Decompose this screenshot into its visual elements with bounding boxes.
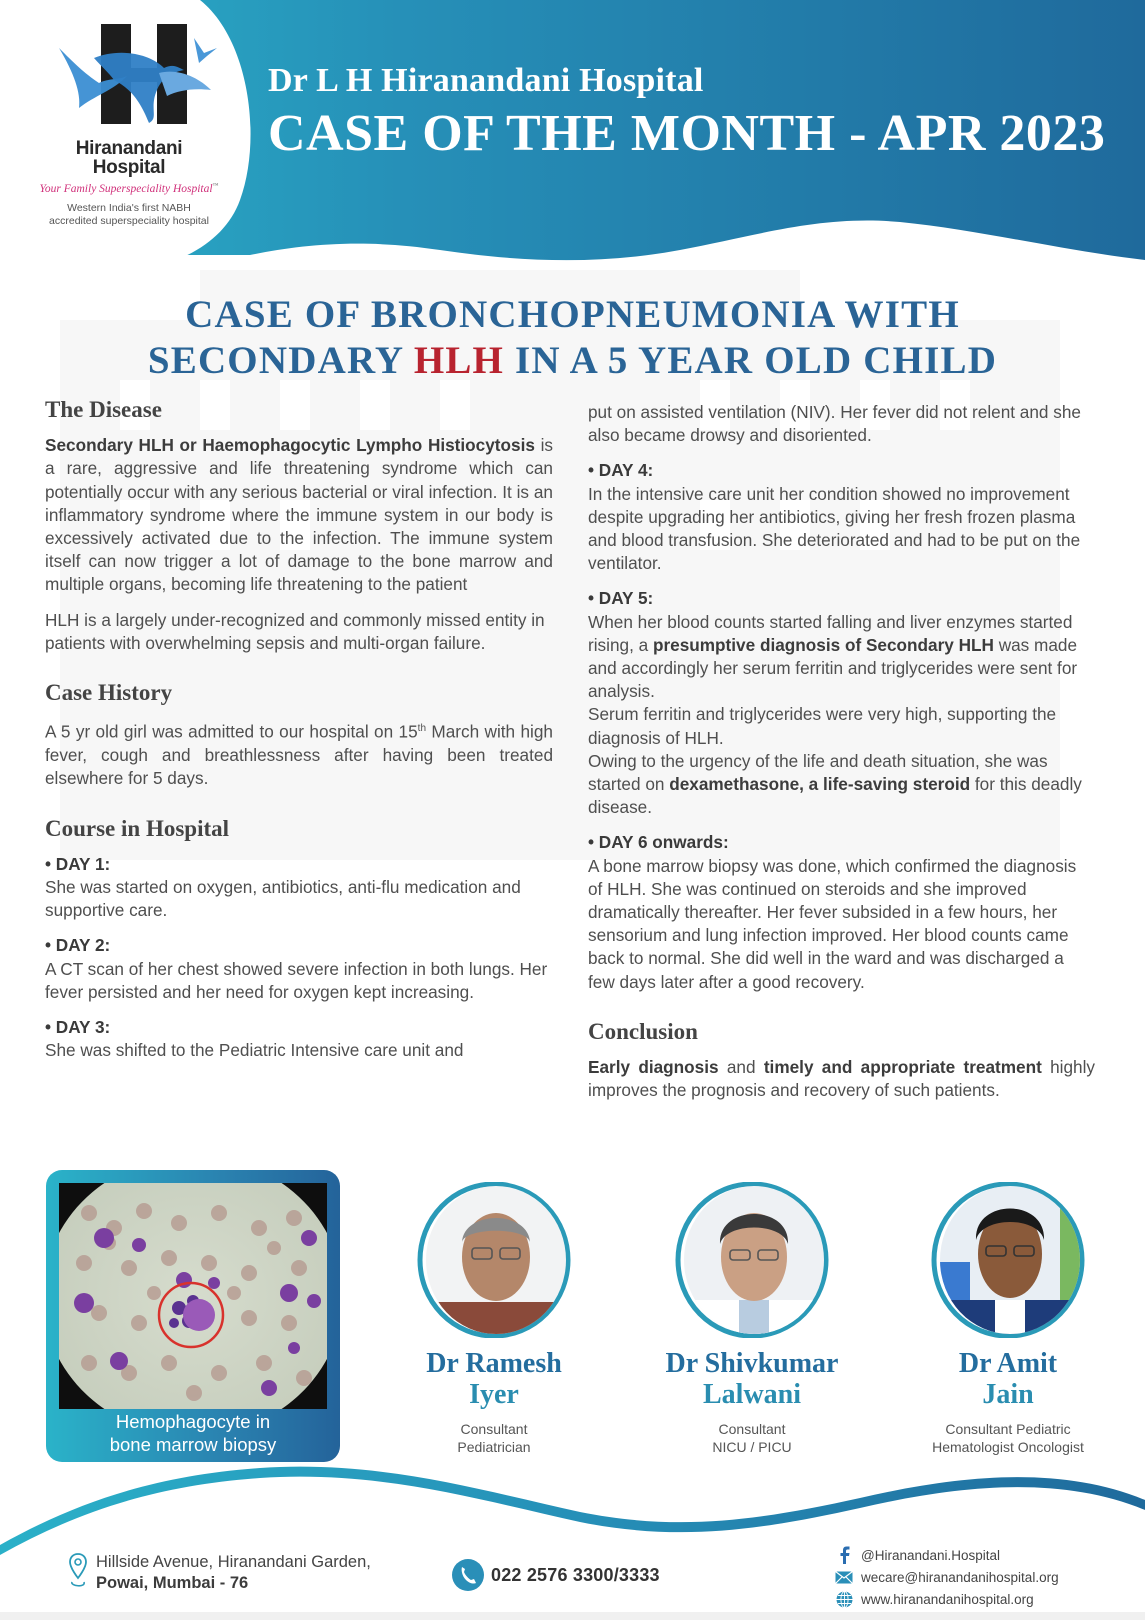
logo-name-line1: Hiranandani [75,138,183,159]
bone-marrow-smear-image [59,1183,327,1409]
left-column [45,398,553,1074]
doctor-name-line1: Dr Ramesh [426,1348,562,1379]
footer-phone[interactable] [451,1558,660,1592]
address-line2: Powai, Mumbai - 76 [96,1574,249,1592]
email-icon [833,1568,855,1586]
doctor-name-line2: Jain [982,1379,1034,1410]
doctor-name [384,1348,604,1410]
nabh-line2: accredited superspeciality hospital [49,215,209,227]
conclusion-bold-a: Early diagnosis [588,1057,719,1078]
case-title-highlight: HLH [413,339,505,382]
doctor-role-line1: Consultant [460,1421,528,1437]
day-6-text: A bone marrow biopsy was done, which confirmed the diagnosis of HLH. She was continued on steroids and she improved dramatically thereafter. Her fever subsided in a few hours, her sensorium and lung infection improved. Her blood counts came back to normal. She did well in the ward and was discharged a few days later after a good recovery. [588,855,1077,992]
doctor-role-line1: Consultant [718,1421,786,1437]
day-1-label: • DAY 1: [45,853,111,874]
doctor-role [898,1420,1118,1456]
day-5-text-1 [588,611,1095,704]
doctor-name-line2: Lalwani [702,1379,802,1410]
doctor-photo-icon [930,1182,1086,1338]
hospital-name: Dr L H Hiranandani Hospital [268,62,704,99]
doctor-role-line2: Hematologist Oncologist [932,1439,1084,1455]
doctor-name-line1: Dr Amit [958,1348,1058,1379]
address-line1: Hillside Avenue, Hiranandani Garden, [96,1553,371,1571]
day-5-bold-b: dexamethasone, a life-saving steroid [669,774,971,795]
case-title-prefix: SECONDARY [147,339,414,382]
day-4-text: In the intensive care unit her condition showed no improvement despite upgrading her antibiotics, giving her fresh frozen plasma and blood transfusion. She deteriorated and had to be put on the ventilator. [588,483,1081,574]
website-url[interactable]: www.hiranandanihospital.org [861,1591,1034,1607]
case-title [0,292,1145,384]
biopsy-image-card [46,1170,340,1462]
day-5-text-d: for this deadly disease. [588,774,1082,818]
day-5-entry [588,587,1095,819]
day-1-entry [45,853,553,923]
doctor-role-line1: Consultant Pediatric [945,1421,1071,1437]
day-5-bold-a: presumptive diagnosis of Secondary HLH [652,634,994,655]
bottom-band [0,1612,1145,1620]
location-pin-icon [68,1552,88,1590]
course-heading: Course in Hospital [45,815,230,841]
day-5-text-2: Serum ferritin and triglycerides were very high, supporting the diagnosis of HLH. [588,704,1057,748]
case-title-line1: CASE OF BRONCHOPNEUMONIA WITH [185,293,960,336]
footer-social-links [833,1544,1059,1610]
doctor-name [642,1348,862,1410]
day-5-text-b: was made and accordingly her serum ferritin and triglycerides were sent for analysis. [588,634,1078,702]
case-history-heading: Case History [45,680,173,706]
disease-heading: The Disease [45,397,162,422]
doctor-card [384,1182,604,1456]
doctor-name [898,1348,1118,1410]
day-5-label: • DAY 5: [588,588,654,609]
footer-address [68,1552,371,1594]
conclusion-text-a: and [718,1057,764,1078]
biopsy-caption [46,1410,340,1456]
hospital-logo[interactable] [14,18,244,248]
disease-paragraph-2: HLH is a largely under-recognized and commonly missed entity in patients with overwhelming sepsis and multi-organ failure. [45,609,545,653]
nabh-accreditation [14,202,244,228]
day-1-text: She was started on oxygen, antibiotics, anti-flu medication and supportive care. [45,876,521,921]
logo-tagline-text: Your Family Superspeciality Hospital [39,183,213,195]
doctor-photo-icon [416,1182,572,1338]
email-address[interactable]: wecare@hiranandanihospital.org [861,1569,1059,1585]
biopsy-caption-line1: Hemophagocyte in [115,1411,271,1432]
doctor-card [898,1182,1118,1456]
disease-description: is a rare, aggressive and life threatening syndrome which can potentially occur with any serious bacterial or viral infection. It is an inflammatory syndrome where the immune system in our body is excessively activated due to the infection. The immune system itself can now trigger a lot of damage to the bone marrow and multiple organs, becoming life threatening to the patient [45,435,553,595]
day-5-text-c: Owing to the urgency of the life and death situation, she was started on [588,750,1048,795]
doctor-role-line2: NICU / PICU [712,1439,792,1455]
day-3-continued: put on assisted ventilation (NIV). Her fever did not relent and she also became drowsy and disoriented. [588,402,1081,446]
disease-term: Secondary HLH or Haemophagocytic Lympho Histiocytosis [45,435,535,456]
case-title-suffix: IN A 5 YEAR OLD CHILD [504,339,998,382]
logo-name [14,139,244,177]
nabh-line1: Western India's first NABH [67,202,191,214]
facebook-link[interactable] [833,1544,1059,1566]
website-link[interactable] [833,1588,1059,1610]
trademark-mark: ™ [212,183,219,190]
day-6-entry [588,831,1095,993]
facebook-handle[interactable]: @Hiranandani.Hospital [861,1547,1001,1563]
day-2-text: A CT scan of her chest showed severe infection in both lungs. Her fever persisted and her need for oxygen kept increasing. [45,958,548,1002]
doctor-role [642,1420,862,1456]
doctor-photo-icon [674,1182,830,1338]
case-title-line2 [0,338,1145,384]
day-4-entry [588,459,1095,575]
doctor-role [384,1420,604,1456]
day-3-label: • DAY 3: [45,1017,111,1037]
doctor-name-line1: Dr Shivkumar [665,1348,839,1379]
doctor-card [642,1182,862,1456]
day-2-entry [45,934,553,1004]
day-5-text-3 [588,750,1095,820]
ordinal-suffix: th [417,723,427,735]
logo-name-line2: Hospital [92,157,166,178]
day-4-label: • DAY 4: [588,460,654,481]
day-3-text-a: She was shifted to the Pediatric Intensive care unit and [45,1040,464,1061]
biopsy-caption-line2: bone marrow biopsy [109,1434,277,1455]
page-title: CASE OF THE MONTH - APR 2023 [268,105,1106,162]
case-history-text-b: March with high fever, cough and breathlessness after having been treated elsewhere for 5 days. [45,721,553,789]
email-link[interactable] [833,1566,1059,1588]
day-5-text-a: When her blood counts started falling and liver enzymes started rising, a [588,611,1073,655]
facebook-icon [833,1546,855,1564]
phone-icon [451,1558,485,1592]
disease-paragraph-1 [45,434,553,596]
day-3-entry [45,1016,553,1062]
case-history-paragraph [45,717,553,790]
conclusion-paragraph [588,1056,1095,1102]
case-history-text-a: A 5 yr old girl was admitted to our hospital on 15 [45,721,418,742]
day-2-label: • DAY 2: [45,935,111,956]
conclusion-bold-b: timely and appropriate treatment [763,1057,1042,1078]
conclusion-text-b: highly improves the prognosis and recovery of such patients. [588,1057,1095,1101]
conclusion-heading: Conclusion [588,1018,698,1044]
day-6-label: • DAY 6 onwards: [588,832,729,853]
logo-tagline [14,183,244,195]
right-column [588,401,1095,1114]
phone-number[interactable]: 022 2576 3300/3333 [491,1564,660,1585]
doctor-role-line2: Pediatrician [457,1439,531,1455]
hiranandani-h-birds-logo-icon [39,18,219,133]
globe-icon [833,1590,855,1608]
doctor-name-line2: Iyer [469,1379,519,1410]
